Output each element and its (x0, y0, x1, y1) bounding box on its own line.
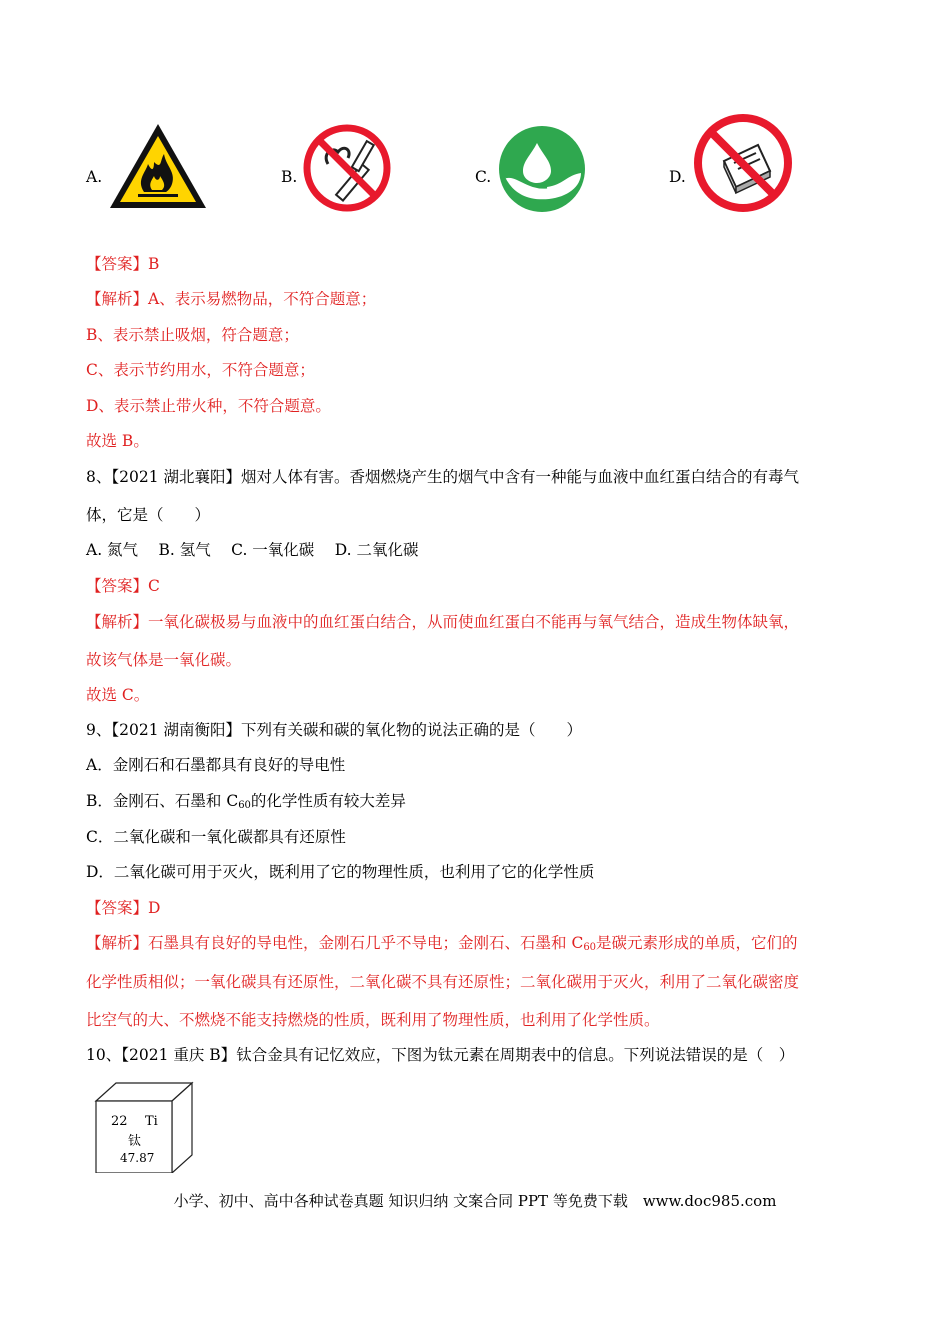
q7-conclusion: 故选 B。 (86, 432, 149, 450)
q9-option-b-sub: 60 (238, 800, 251, 811)
q9-source: 【2021 湖南衡阳】 (111, 721, 241, 739)
analysis-tag: 【解析】 (86, 934, 149, 952)
q8-source: 【2021 湖北襄阳】 (111, 468, 241, 486)
q9-analysis-line3: 比空气的大、不燃烧不能支持燃烧的性质，既利用了物理性质，也利用了化学性质。 (86, 1011, 660, 1029)
answer-value: C (148, 577, 160, 595)
atomic-number: 22 (111, 1114, 128, 1129)
q8-analysis-line2: 故该气体是一氧化碳。 (86, 651, 242, 669)
q8-analysis-line1 (86, 611, 799, 633)
q7-answer (86, 253, 159, 275)
q10-source: 【2021 重庆 B】 (121, 1046, 237, 1064)
option-c-label: C. (475, 168, 492, 186)
element-name: 钛 (128, 1134, 142, 1149)
q8-stem-line1 (86, 466, 799, 488)
answer-value: D (148, 899, 161, 917)
q9-number: 9、 (86, 721, 112, 739)
option-a-label: A. (86, 168, 103, 186)
q10-stem-text: 钛合金具有记忆效应，下图为钛元素在周期表中的信息。下列说法错误的是（ ） (236, 1046, 795, 1064)
option-d-label: D. (669, 168, 686, 186)
q8-conclusion: 故选 C。 (86, 686, 150, 704)
q7-analysis-b: B、表示禁止吸烟，符合题意； (86, 326, 299, 344)
answer-value: B (148, 255, 160, 273)
q8-options: A. 氮气 B. 氢气 C. 一氧化碳 D. 二氧化碳 (86, 541, 419, 559)
q9-option-a: A．金刚石和石墨都具有良好的导电性 (86, 756, 346, 774)
q9-stem (86, 719, 582, 741)
q8-answer (86, 575, 160, 597)
q7-analysis-c: C、表示节约用水，不符合题意； (86, 361, 315, 379)
page-footer: 小学、初中、高中各种试卷真题 知识归纳 文案合同 PPT 等免费下载 www.doc985.com (173, 1192, 777, 1210)
analysis-tag: 【解析】 (86, 290, 149, 308)
q7-analysis-a (86, 288, 376, 310)
analysis-text-pre: 石墨具有良好的导电性，金刚石几乎不导电；金刚石、石墨和 C (148, 934, 584, 952)
analysis-tag: 【解析】 (86, 613, 149, 631)
q9-stem-text: 下列有关碳和碳的氧化物的说法正确的是（ ） (241, 721, 583, 739)
answer-tag: 【答案】 (86, 899, 149, 917)
analysis-sub: 60 (583, 942, 597, 953)
q9-option-d: D．二氧化碳可用于灭火，既利用了它的物理性质，也利用了它的化学性质 (86, 863, 595, 881)
q8-stem: 烟对人体有害。香烟燃烧产生的烟气中含有一种能与血液中血红蛋白结合的有毒气 (241, 468, 800, 486)
answer-tag: 【答案】 (86, 577, 149, 595)
analysis-text-post: 是碳元素形成的单质，它们的 (596, 934, 798, 952)
q9-analysis-line2: 化学性质相似；一氧化碳具有还原性，二氧化碳不具有还原性；二氧化碳用于灭火，利用了二氧化碳密度 (86, 973, 800, 991)
q9-answer (86, 897, 160, 919)
analysis-text: A、表示易燃物品，不符合题意； (148, 290, 377, 308)
q10-stem (86, 1044, 794, 1066)
no-fire-source-icon (692, 113, 794, 217)
atomic-mass: 47.87 (120, 1151, 155, 1165)
q9-option-b-post: 的化学性质有较大差异 (250, 792, 406, 810)
q10-number: 10、 (86, 1046, 122, 1064)
water-saving-icon (497, 125, 587, 217)
q9-option-c: C．二氧化碳和一氧化碳都具有还原性 (86, 828, 346, 846)
q8-number: 8、 (86, 468, 112, 486)
no-smoking-icon (302, 124, 392, 216)
analysis-text: 一氧化碳极易与血液中的血红蛋白结合，从而使血红蛋白不能再与氧气结合，造成生物体缺氧， (148, 613, 800, 631)
q7-analysis-d: D、表示禁止带火种，不符合题意。 (86, 397, 331, 415)
flammable-warning-icon (106, 120, 210, 216)
q9-analysis-line1 (86, 932, 798, 959)
answer-tag: 【答案】 (86, 255, 149, 273)
element-cell-titanium (94, 1081, 194, 1173)
element-symbol: Ti (145, 1114, 158, 1129)
q8-stem-line2: 体，它是（ ） (86, 506, 211, 524)
q9-option-b-pre: B．金刚石、石墨和 C (86, 792, 239, 810)
option-b-label: B. (281, 168, 298, 186)
q9-option-b (86, 790, 406, 817)
